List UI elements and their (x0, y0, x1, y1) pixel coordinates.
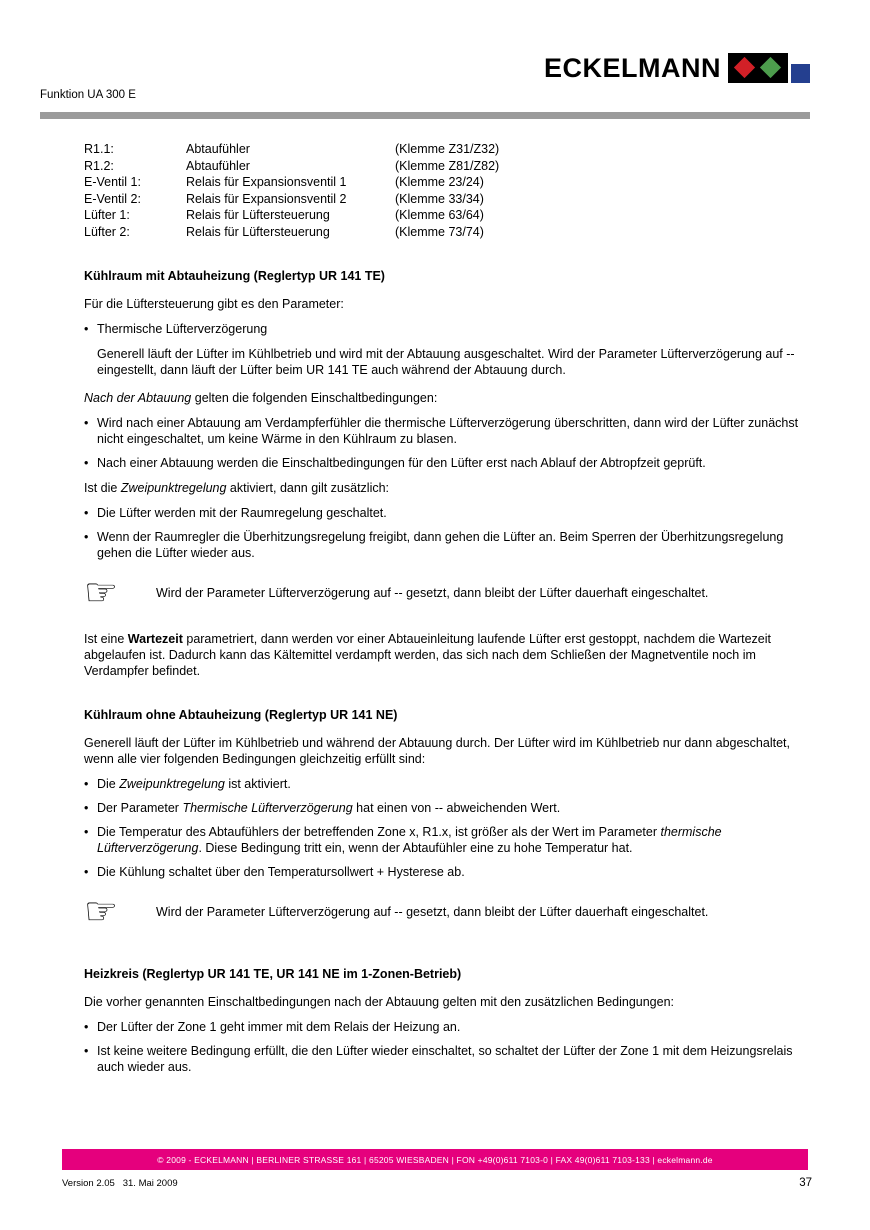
note-text: Wird der Parameter Lüfterverzögerung auf -- gesetzt, dann bleibt der Lüfter dauerhaft eingeschaltet. (156, 905, 709, 919)
bullet-item: • Der Lüfter der Zone 1 geht immer mit dem Relais der Heizung an. (84, 1019, 808, 1035)
paragraph-text: Ist die (84, 481, 121, 495)
io-desc: Relais für Expansionsventil 1 (186, 175, 347, 189)
paragraph-text: Zweipunktregelung (120, 481, 227, 495)
bullet-text: ist aktiviert. (224, 777, 291, 791)
io-label: E-Ventil 1: (84, 175, 141, 189)
bullet-list (84, 321, 808, 337)
paragraph (84, 480, 808, 496)
io-table (84, 141, 499, 240)
io-label: R1.1: (84, 142, 114, 156)
io-klemme: (Klemme 33/34) (395, 191, 484, 206)
bullet-text: Die (97, 777, 120, 791)
io-desc: Relais für Expansionsventil 2 (186, 191, 347, 206)
note-block (84, 889, 808, 933)
bullet-text: Der Parameter (97, 801, 183, 815)
bullet-item: • Wird nach einer Abtauung am Verdampferfühler die thermische Lüfterverzögerung überschritten, dann wird der Lüfter zunächst nicht eingeschaltet, um keine Wärme in den Kühlraum zu blasen. (84, 415, 808, 447)
table-row (84, 224, 499, 241)
bullet-text: Die Temperatur des Abtaufühlers der betreffenden Zone x, R1.x, ist größer als der Wert im Parameter (97, 825, 661, 839)
bullet-list (84, 1019, 808, 1075)
io-klemme: (Klemme 63/64) (395, 208, 484, 222)
paragraph: Generell läuft der Lüfter im Kühlbetrieb und während der Abtauung durch. Der Lüfter wird im Kühlbetrieb nur dann abgeschaltet, wenn alle vier folgenden Bedingungen gleichzeitig erfüllt sind: (84, 736, 790, 766)
bullet-item (84, 800, 808, 816)
bullet-item: • Die Kühlung schaltet über den Temperatursollwert + Hysterese ab. (84, 864, 808, 880)
io-label: R1.2: (84, 158, 114, 173)
eckelmann-logo (544, 53, 810, 83)
pointing-hand-icon: ☞ (84, 570, 119, 614)
header-rule (40, 112, 810, 119)
bullet-item: • Die Lüfter werden mit der Raumregelung geschaltet. (84, 505, 808, 521)
io-klemme: (Klemme Z31/Z32) (395, 142, 500, 156)
paragraph-text: gelten die folgenden Einschaltbedingungen: (191, 391, 438, 405)
paragraph-text: Wartezeit (127, 632, 183, 646)
io-desc: Abtaufühler (186, 142, 250, 156)
footer-meta (62, 1177, 812, 1189)
note-text: Wird der Parameter Lüfterverzögerung auf -- gesetzt, dann bleibt der Lüfter dauerhaft eingeschaltet. (156, 586, 709, 600)
io-label: Lüfter 1: (84, 208, 130, 222)
section-heading-heizkreis: Heizkreis (Reglertyp UR 141 TE, UR 141 NE im 1-Zonen-Betrieb) (84, 967, 462, 981)
bullet-item (84, 824, 808, 856)
bullet-text: Thermische Lüfterverzögerung (182, 801, 353, 815)
logo-mark (728, 53, 788, 83)
table-row (84, 191, 499, 208)
section-heading-kuehlraum-mit-abtauheizung: Kühlraum mit Abtauheizung (Reglertyp UR 141 TE) (84, 269, 385, 283)
paragraph (84, 631, 808, 679)
paragraph-text: parametriert, dann werden vor einer Abtaueinleitung laufende Lüfter erst gestoppt, nachdem die Wartezeit abgelaufen ist. Dadurch kann das Kältemittel verdampft werden, das sich nach dem Schließen der Magnetventile noch im Verdampfer befindet. (84, 632, 771, 678)
section-heading-kuehlraum-ohne-abtauheizung: Kühlraum ohne Abtauheizung (Reglertyp UR 141 NE) (84, 708, 398, 722)
footer-address-bar: © 2009 - ECKELMANN | BERLINER STRASSE 161 | 65205 WIESBADEN | FON +49(0)611 7103-0 | FAX 49(0)611 7103-133 | eckelmann.de (62, 1149, 808, 1170)
bullet-item: • Ist keine weitere Bedingung erfüllt, die den Lüfter wieder einschaltet, so schaltet der Lüfter der Zone 1 mit dem Heizungsrelais auch wieder aus. (84, 1043, 808, 1075)
logo-green-diamond-icon (760, 57, 781, 78)
bullet-text: Zweipunktregelung (119, 777, 225, 791)
paragraph: Für die Lüftersteuerung gibt es den Parameter: (84, 297, 344, 311)
bullet-text: . Diese Bedingung tritt ein, wenn der Abtaufühler eine zu hohe Temperatur hat. (198, 841, 633, 855)
bullet-text: hat einen von -- abweichenden Wert. (352, 801, 561, 815)
paragraph-text: Nach der Abtauung (84, 391, 192, 405)
io-klemme: (Klemme Z81/Z82) (395, 158, 500, 173)
io-label: Lüfter 2: (84, 224, 130, 239)
note-block (84, 570, 808, 614)
page-content (84, 141, 808, 1084)
io-desc: Abtaufühler (186, 158, 250, 173)
bullet-text: thermische Lüfterverzögerung (97, 825, 722, 855)
version-label: Version 2.05 31. Mai 2009 (62, 1178, 178, 1189)
logo-red-diamond-icon (734, 57, 755, 78)
bullet-list (84, 415, 808, 471)
paragraph: Die vorher genannten Einschaltbedingungen nach der Abtauung gelten mit den zusätzlichen Bedingungen: (84, 995, 675, 1009)
bullet-list (84, 776, 808, 880)
bullet-item: • Nach einer Abtauung werden die Einschaltbedingungen für den Lüfter erst nach Ablauf der Abtropfzeit geprüft. (84, 455, 808, 471)
io-klemme: (Klemme 23/24) (395, 175, 484, 189)
table-row (84, 158, 499, 175)
paragraph-text: Ist eine (84, 632, 128, 646)
doc-label: Funktion UA 300 E (40, 89, 136, 101)
page-number: 37 (799, 1177, 812, 1189)
bullet-item: • Thermische Lüfterverzögerung (84, 321, 808, 337)
paragraph: Generell läuft der Lüfter im Kühlbetrieb und wird mit der Abtauung ausgeschaltet. Wird der Parameter Lüfterverzögerung auf -- eingestellt, dann läuft der Lüfter beim UR 141 TE auch während der Abtauung durch. (97, 347, 795, 377)
bullet-item (84, 776, 808, 792)
io-desc: Relais für Lüftersteuerung (186, 224, 330, 239)
pointing-hand-icon: ☞ (84, 889, 119, 933)
paragraph-text: aktiviert, dann gilt zusätzlich: (226, 481, 390, 495)
paragraph (84, 390, 808, 406)
io-klemme: (Klemme 73/74) (395, 224, 484, 239)
io-desc: Relais für Lüftersteuerung (186, 208, 330, 222)
table-row (84, 174, 499, 191)
io-label: E-Ventil 2: (84, 191, 141, 206)
bullet-item: • Wenn der Raumregler die Überhitzungsregelung freigibt, dann gehen die Lüfter an. Beim Sperren der Überhitzungsregelung gehen die Lüfter wieder aus. (84, 529, 808, 561)
logo-wordmark: ECKELMANN (544, 53, 721, 83)
table-row (84, 141, 499, 158)
logo-blue-square-icon (791, 64, 810, 83)
bullet-list (84, 505, 808, 561)
table-row (84, 207, 499, 224)
